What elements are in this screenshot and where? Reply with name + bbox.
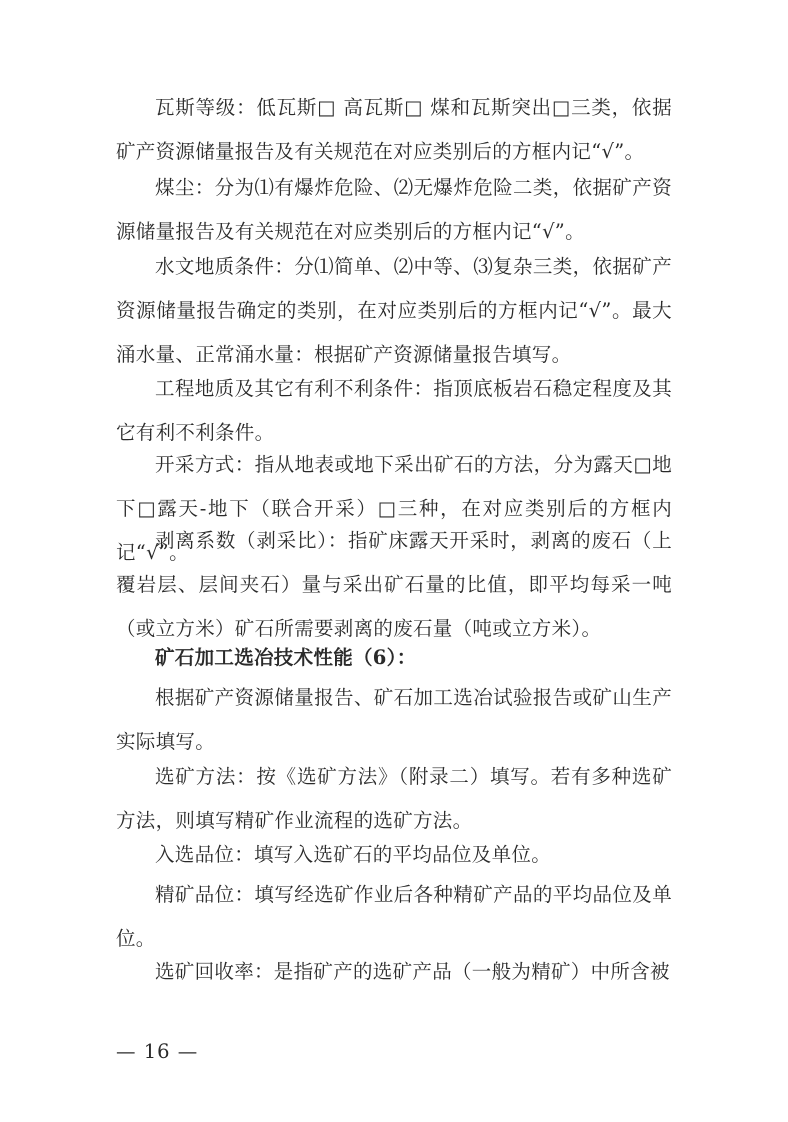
paragraph-beneficiation-method: 选矿方法：按《选矿方法》（附录二）填写。若有多种选矿方法，则填写精矿作业流程的选矿方法。 xyxy=(116,765,672,832)
page-number: — 16 — xyxy=(116,1040,199,1063)
paragraph-coal-dust: 煤尘：分为⑴有爆炸危险、⑵无爆炸危险二类，依据矿产资源储量报告及有关规范在对应类别后的方框内记“√”。 xyxy=(116,176,672,243)
section-heading-ore-processing: 矿石加工选冶技术性能（6）： xyxy=(155,646,417,669)
paragraph-recovery-rate: 选矿回收率：是指矿产的选矿产品（一般为精矿）中所含被 xyxy=(155,960,670,983)
paragraph-engineering-geology: 工程地质及其它有利不利条件：指顶底板岩石稳定程度及其它有利不利条件。 xyxy=(116,377,672,444)
paragraph-concentrate-grade: 精矿品位：填写经选矿作业后各种精矿产品的平均品位及单位。 xyxy=(116,883,672,950)
paragraph-fill-basis: 根据矿产资源储量报告、矿石加工选冶试验报告或矿山生产实际填写。 xyxy=(116,686,672,753)
paragraph-feed-grade: 入选品位：填写入选矿石的平均品位及单位。 xyxy=(155,843,552,866)
paragraph-mining-method: 开采方式：指从地表或地下采出矿石的方法，分为露天□地下□露天-地下（联合开采）□三种，在对应类别后的方框内记“√”。 xyxy=(116,453,672,564)
paragraph-stripping-ratio: 剥离系数（剥采比）：指矿床露天开采时，剥离的废石（上覆岩层、层间夹石）量与采出矿石量的比值，即平均每采一吨（或立方米）矿石所需要剥离的废石量（吨或立方米）。 xyxy=(116,529,672,640)
paragraph-hydrogeology: 水文地质条件：分⑴简单、⑵中等、⑶复杂三类，依据矿产资源储量报告确定的类别，在对应类别后的方框内记“√”。最大涌水量、正常涌水量：根据矿产资源储量报告填写。 xyxy=(116,255,672,366)
paragraph-gas-grade: 瓦斯等级：低瓦斯□ 高瓦斯□ 煤和瓦斯突出□三类，依据矿产资源储量报告及有关规范在对应类别后的方框内记“√”。 xyxy=(116,96,672,163)
